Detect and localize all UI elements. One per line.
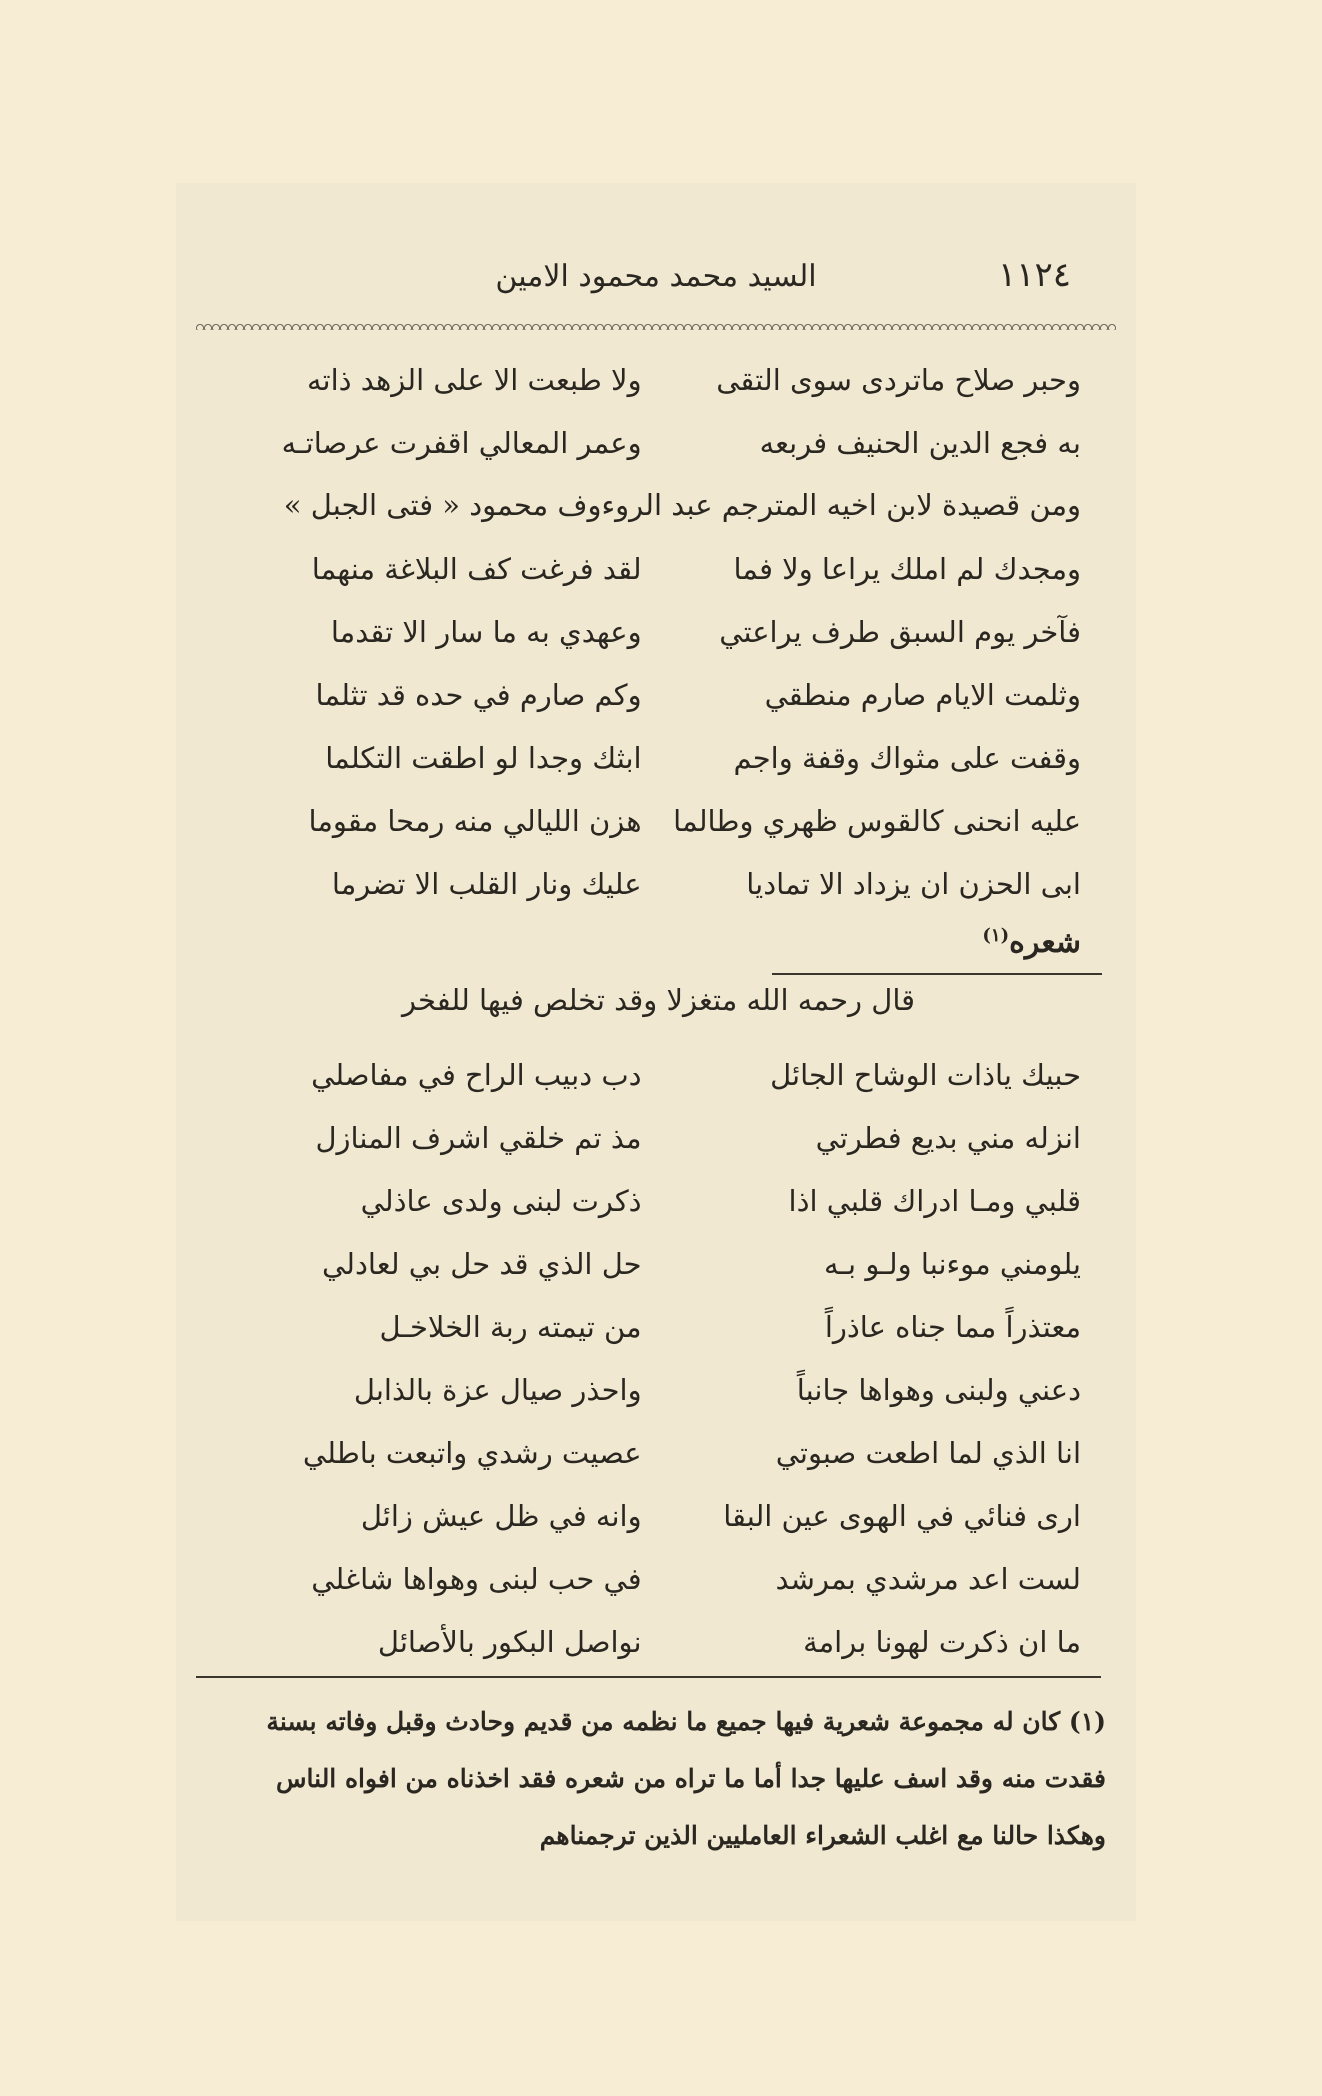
poem-elegy-nephew: [236, 537, 1081, 915]
verse-first-hemistich: ارى فنائي في الهوى عين البقا: [723, 1498, 1081, 1533]
verse: [236, 1484, 1081, 1547]
footnote-marker: (١): [982, 925, 1010, 946]
verse-second-hemistich: واحذر صيال عزة بالذابل: [353, 1372, 642, 1407]
verse-second-hemistich: وكم صارم في حده قد تثلما: [315, 677, 642, 712]
verse-second-hemistich: عصيت رشدي واتبعت باطلي: [302, 1435, 642, 1470]
verse-second-hemistich: وعهدي به ما سار الا تقدما: [330, 614, 642, 649]
verse: [236, 1232, 1081, 1295]
verse-first-hemistich: انا الذي لما اطعت صبوتي: [775, 1435, 1081, 1470]
footnote-rule: [196, 1676, 1101, 1678]
footnotes: [196, 1693, 1106, 1864]
verse-second-hemistich: من تيمته ربة الخلاخـل: [379, 1309, 642, 1344]
verse-first-hemistich: عليه انحنى كالقوس ظهري وطالما: [673, 803, 1081, 838]
verse: [236, 1421, 1081, 1484]
verse: [236, 1547, 1081, 1610]
verse-second-hemistich: ولا طبعت الا على الزهد ذاته: [306, 362, 642, 397]
verse-first-hemistich: انزله مني بديع فطرتي: [815, 1120, 1081, 1155]
verse: [236, 726, 1081, 789]
verse-first-hemistich: يلومني موءنبا ولـو بـه: [823, 1246, 1081, 1281]
verse-second-hemistich: حل الذي قد حل بي لعادلي: [321, 1246, 642, 1281]
verse: [236, 1043, 1081, 1106]
section-rule: [772, 973, 1102, 975]
verse-second-hemistich: في حب لبنى وهواها شاغلي: [311, 1561, 642, 1596]
verse-first-hemistich: لست اعد مرشدي بمرشد: [775, 1561, 1081, 1596]
verse: [236, 537, 1081, 600]
verse-first-hemistich: معتذراً مما جناه عاذراً: [824, 1309, 1081, 1344]
verse: [236, 411, 1081, 474]
poem-ghazal: [236, 1043, 1081, 1673]
verse-second-hemistich: ذكرت لبنى ولدى عاذلي: [360, 1183, 642, 1218]
section-heading: [982, 925, 1081, 960]
verse: [236, 1295, 1081, 1358]
verse-first-hemistich: دعني ولبنى وهواها جانباً: [796, 1372, 1081, 1407]
header-wavy-rule: [196, 320, 1116, 330]
verse-first-hemistich: فآخر يوم السبق طرف يراعتي: [719, 614, 1081, 649]
verse-first-hemistich: وحبر صلاح ماتردى سوى التقى: [716, 362, 1081, 397]
verse-second-hemistich: ابثك وجدا لو اطقت التكلما: [325, 740, 642, 775]
verse-second-hemistich: عليك ونار القلب الا تضرما: [331, 866, 642, 901]
verse-second-hemistich: وعمر المعالي اقفرت عرصاتـه: [281, 425, 642, 460]
intro-line: ومن قصيدة لابن اخيه المترجم عبد الروءوف محمود « فتى الجبل »: [283, 488, 1081, 522]
verse-second-hemistich: دب دبيب الراح في مفاصلي: [311, 1057, 642, 1092]
verse-first-hemistich: به فجع الدين الحنيف فربعه: [759, 425, 1081, 460]
poem-elegy-end: [236, 348, 1081, 474]
verse: [236, 789, 1081, 852]
verse-first-hemistich: وثلمت الايام صارم منطقي: [764, 677, 1081, 712]
verse: [236, 663, 1081, 726]
verse-first-hemistich: ما ان ذكرت لهونا برامة: [803, 1624, 1081, 1659]
footnote-line: فقدت منه وقد اسف عليها جدا أما ما تراه من شعره فقد اخذناه من افواه الناس: [276, 1764, 1106, 1793]
verse-second-hemistich: مذ تم خلقي اشرف المنازل: [315, 1120, 642, 1155]
verse-first-hemistich: حبيك ياذات الوشاح الجائل: [770, 1057, 1081, 1092]
verse-first-hemistich: قلبي ومـا ادراك قلبي اذا: [788, 1183, 1081, 1218]
poem-intro: قال رحمه الله متغزلا وقد تخلص فيها للفخر: [401, 983, 916, 1017]
verse-first-hemistich: ابى الحزن ان يزداد الا تماديا: [746, 866, 1081, 901]
verse-first-hemistich: وقفت على مثواك وقفة واجم: [733, 740, 1081, 775]
verse-second-hemistich: لقد فرغت كف البلاغة منهما: [311, 551, 642, 586]
verse: [236, 852, 1081, 915]
verse-second-hemistich: نواصل البكور بالأصائل: [377, 1624, 642, 1659]
page-header: [176, 255, 1136, 315]
book-page: [176, 183, 1136, 1921]
page-number: ١١٢٤: [997, 255, 1071, 295]
section-heading-text: شعره: [1009, 925, 1081, 960]
verse: [236, 1169, 1081, 1232]
footnote-line: (١) كان له مجموعة شعرية فيها جميع ما نظمه من قديم وحادث وقبل وفاته بسنة: [266, 1707, 1106, 1736]
verse-first-hemistich: ومجدك لم املك يراعا ولا فما: [733, 551, 1081, 586]
verse: [236, 1358, 1081, 1421]
verse: [236, 348, 1081, 411]
verse-second-hemistich: هزن الليالي منه رمحا مقوما: [308, 803, 642, 838]
verse: [236, 600, 1081, 663]
footnote-line: وهكذا حالنا مع اغلب الشعراء العامليين الذين ترجمناهم: [539, 1821, 1106, 1850]
verse: [236, 1106, 1081, 1169]
verse-second-hemistich: وانه في ظل عيش زائل: [360, 1498, 642, 1533]
running-title: السيد محمد محمود الامين: [495, 259, 817, 294]
verse: [236, 1610, 1081, 1673]
